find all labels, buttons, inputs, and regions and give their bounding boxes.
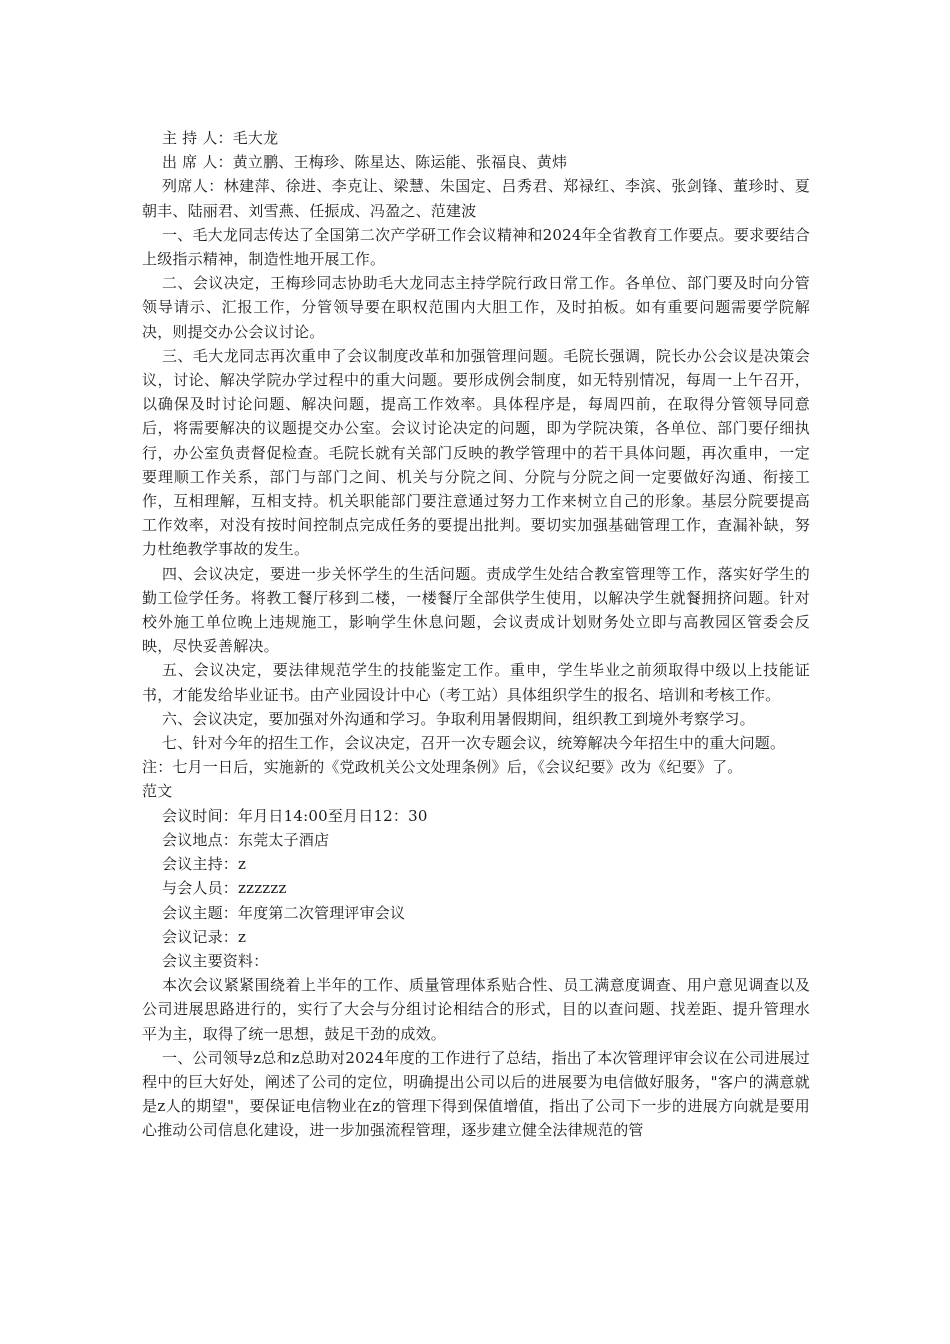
meeting-host: 会议主持：z: [162, 855, 247, 874]
sample-heading: 范文: [142, 782, 173, 801]
meeting-participants: 与会人员：zzzzzz: [162, 879, 287, 898]
attendees-paragraph: 列席人：林建萍、徐进、李克让、梁慧、朱国定、吕秀君、郑禄红、李滨、张剑锋、董珍时、夏朝丰、陆丽君、刘雪燕、任振成、冯盈之、范建波: [142, 177, 810, 220]
sample-intro-paragraph: 本次会议紧紧围绕着上半年的工作、质量管理体系贴合性、员工满意度调查、用户意见调查以及公司进展思路进行的，实行了大会与分组讨论相结合的形式，目的以查问题、找差距、提升管理水平为主，取得了统一思想，鼓足干劲的成效。: [142, 976, 810, 1043]
note-paragraph: 注：七月一日后，实施新的《党政机关公文处理条例》后，《会议纪要》改为《纪要》了。: [142, 758, 743, 777]
item-3-paragraph: 三、毛大龙同志再次重申了会议制度改革和加强管理问题。毛院长强调，院长办公会议是决策会议，讨论、解决学院办学过程中的重大问题。要形成例会制度，如无特别情况，每周一上午召开，以确保及时讨论问题、解决问题，提高工作效率。具体程序是，每周四前，在取得分管领导同意后，将需要解决的议题提交办公室。会议讨论决定的问题，即为学院决策，各单位、部门要仔细执行，办公室负责督促检查。毛院长就有关部门反映的教学管理中的若干具体问题，再次重申，一定要理顺工作关系，部门与部门之间、机关与分院之间、分院与分院之间一定要做好沟通、衔接工作，互相理解，互相支持。机关职能部门要注意通过努力工作来树立自己的形象。基层分院要提高工作效率，对没有按时间控制点完成任务的要提出批判。要切实加强基础管理工作，查漏补缺，努力杜绝教学事故的发生。: [142, 346, 810, 559]
meeting-content-label: 会议主要资料：: [162, 951, 269, 970]
host-line: 主 持 人：毛大龙: [162, 129, 279, 147]
present-line: 出 席 人：黄立鹏、王梅珍、陈星达、陈运能、张福良、黄炜: [162, 153, 568, 172]
item-2-paragraph: 二、会议决定，王梅珍同志协助毛大龙同志主持学院行政日常工作。各单位、部门要及时向分管领导请示、汇报工作，分管领导要在职权范围内大胆工作，及时拍板。如有重要问题需要学院解决，则提交办公会议讨论。: [142, 274, 810, 341]
item-1-paragraph: 一、毛大龙同志传达了全国第二次产学研工作会议精神和2024年全省教育工作要点。要求要结合上级指示精神，制造性地开展工作。: [142, 225, 810, 269]
document-page: [142, 126, 810, 1143]
sample-item-1-paragraph: 一、公司领导z总和z总助对2024年度的工作进行了总结，指出了本次管理评审会议在公司进展过程中的巨大好处，阐述了公司的定位，明确提出公司以后的进展要为电信做好服务，"客户的满意就是z人的期望"，要保证电信物业在z的管理下得到保值增值，指出了公司下一步的进展方向就是要用心推动公司信息化建设，进一步加强流程管理，逐步建立健全法律规范的管: [142, 1048, 810, 1140]
item-4-paragraph: 四、会议决定，要进一步关怀学生的生活问题。责成学生处结合教室管理等工作，落实好学生的勤工俭学任务。将教工餐厅移到二楼，一楼餐厅全部供学生使用，以解决学生就餐拥挤问题。针对校外施工单位晚上违规施工，影响学生休息问题，会议责成计划财务处立即与高教园区管委会反映，尽快妥善解决。: [142, 564, 810, 656]
item-5-paragraph: 五、会议决定，要法律规范学生的技能鉴定工作。重申，学生毕业之前须取得中级以上技能证书，才能发给毕业证书。由产业园设计中心（考工站）具体组织学生的报名、培训和考核工作。: [142, 661, 810, 704]
meeting-time: 会议时间：年月日14:00至月日12：30: [162, 806, 428, 825]
item-6-paragraph: 六、会议决定，要加强对外沟通和学习。争取利用暑假期间，组织教工到境外考察学习。: [162, 709, 755, 728]
item-7-paragraph: 七、针对今年的招生工作，会议决定，召开一次专题会议，统筹解决今年招生中的重大问题。: [162, 734, 786, 753]
meeting-topic: 会议主题：年度第二次管理评审会议: [162, 903, 406, 922]
meeting-place: 会议地点：东莞太子酒店: [162, 830, 330, 849]
meeting-recorder: 会议记录：z: [162, 927, 247, 946]
